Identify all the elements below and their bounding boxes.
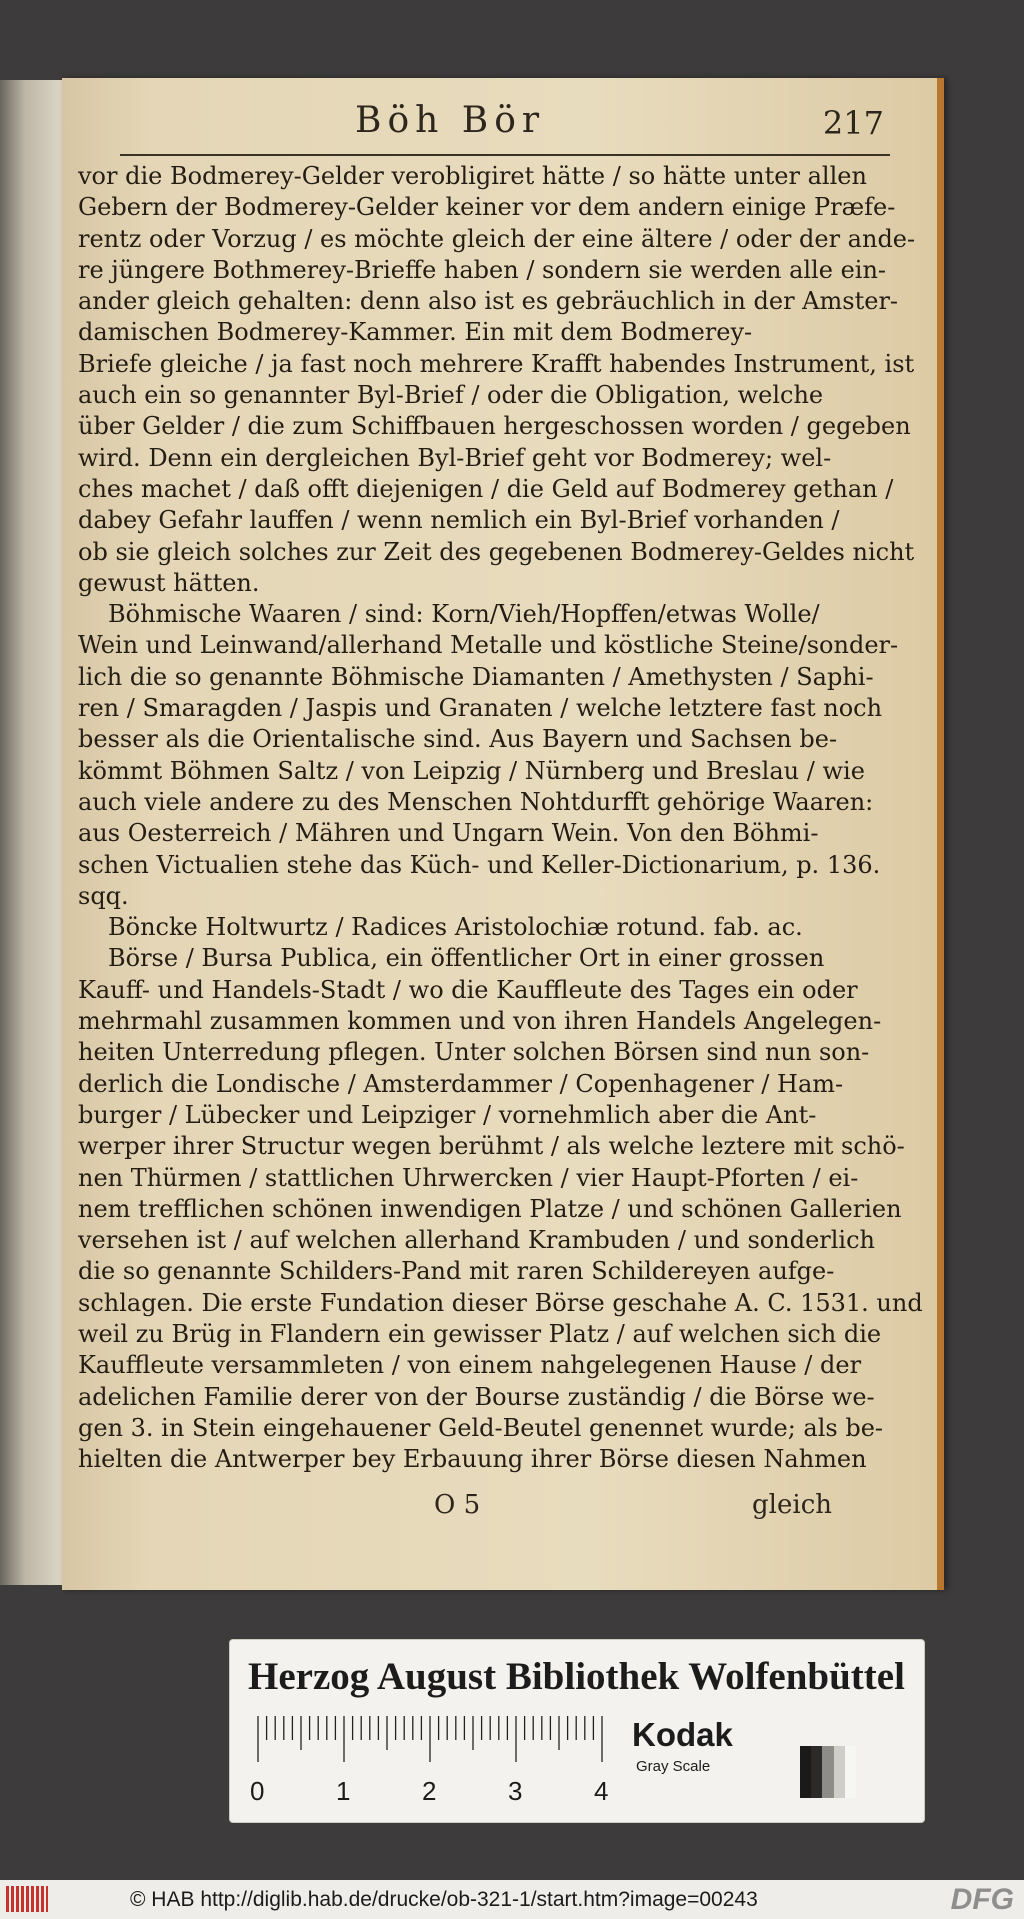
text-line: Kauffleute versammleten / von einem nahgelegenen Hause / der xyxy=(78,1351,862,1380)
ruler-number: 2 xyxy=(422,1776,437,1806)
text-line: hielten die Antwerper bey Erbauung ihrer Börse diesen Nahmen xyxy=(78,1445,867,1474)
text-line: ander gleich gehalten: denn also ist es gebräuchlich in der Amster- xyxy=(78,287,899,316)
text-line: dabey Gefahr lauffen / wenn nemlich ein Byl-Brief vorhanden / xyxy=(78,506,840,535)
text-line: Kauff- und Handels-Stadt / wo die Kauffleute des Tages ein oder xyxy=(78,975,858,1004)
text-line: schlagen. Die erste Fundation dieser Börse geschahe A. C. 1531. und xyxy=(78,1288,923,1317)
text-line: über Gelder / die zum Schiffbauen hergeschossen worden / gegeben xyxy=(78,412,911,441)
page-text xyxy=(78,161,923,1475)
kodak-gray-scale xyxy=(632,1716,862,1808)
grayscale-patches xyxy=(800,1746,856,1798)
book-page xyxy=(62,78,944,1590)
measurement-ruler xyxy=(250,1716,624,1808)
text-line: lich die so genannte Böhmische Diamanten / Amethysten / Saphi- xyxy=(78,662,874,691)
text-line: versehen ist / auf welchen allerhand Krambuden / und sonderlich xyxy=(78,1226,875,1255)
running-head: Böh Bör xyxy=(355,100,546,141)
text-line: sqq. xyxy=(78,881,129,910)
catchword: gleich xyxy=(752,1490,832,1520)
text-line: schen Victualien stehe das Küch- und Keller-Dictionarium, p. 136. xyxy=(78,850,881,879)
library-name: Herzog August Bibliothek Wolfenbüttel xyxy=(248,1655,905,1698)
text-line: werper ihrer Structur wegen berühmt / als welche leztere mit schö- xyxy=(78,1132,905,1161)
text-line: Böhmische Waaren / sind: Korn/Vieh/Hopffen/etwas Wolle/ xyxy=(108,600,820,629)
grayscale-patch xyxy=(845,1746,856,1798)
text-line: gewust hätten. xyxy=(78,568,260,597)
footer-citation: © HAB http://diglib.hab.de/drucke/ob-321-1/start.htm?image=00243 xyxy=(130,1888,758,1911)
dfg-logo: DFG xyxy=(950,1883,1014,1916)
text-line: ren / Smaragden / Jaspis und Granaten / welche letztere fast noch xyxy=(78,694,883,723)
text-line: Wein und Leinwand/allerhand Metalle und köstliche Steine/sonder- xyxy=(78,631,899,660)
ruler-scale xyxy=(250,1716,624,1808)
page-foot xyxy=(62,1490,944,1526)
text-line: ob sie gleich solches zur Zeit des gegebenen Bodmerey-Geldes nicht xyxy=(78,537,915,566)
text-line: aus Oesterreich / Mähren und Ungarn Wein. Von den Böhmi- xyxy=(78,819,819,848)
hab-logo-icon xyxy=(6,1886,48,1912)
ruler-number: 1 xyxy=(336,1776,351,1806)
text-line: heiten Unterredung pflegen. Unter solchen Börsen sind nun son- xyxy=(78,1038,870,1067)
ruler-number: 3 xyxy=(508,1776,523,1806)
text-line: die so genannte Schilders-Pand mit raren Schildereyen aufge- xyxy=(78,1257,835,1286)
text-line: gen 3. in Stein eingehauener Geld-Beutel genennet wurde; als be- xyxy=(78,1413,884,1442)
text-line: derlich die Londische / Amsterdammer / Copenhagener / Ham- xyxy=(78,1069,844,1098)
text-line: vor die Bodmerey-Gelder verobligiret hätte / so hätte unter allen xyxy=(78,162,867,190)
grayscale-patch xyxy=(800,1746,811,1798)
text-line: kömmt Böhmen Saltz / von Leipzig / Nürnberg und Breslau / wie xyxy=(78,756,865,785)
ruler-number: 0 xyxy=(250,1776,265,1806)
text-line: besser als die Orientalische sind. Aus Bayern und Sachsen be- xyxy=(78,725,838,754)
text-line: ches machet / daß offt diejenigen / die Geld auf Bodmerey gethan / xyxy=(78,474,894,503)
grayscale-patch xyxy=(822,1746,833,1798)
kodak-brand: Kodak xyxy=(632,1716,733,1753)
text-line: auch viele andere zu des Menschen Nohtdurfft gehörige Waaren: xyxy=(78,787,874,816)
text-line: adelichen Familie derer von der Bourse zuständig / die Börse we- xyxy=(78,1382,875,1411)
text-line: weil zu Brüg in Flandern ein gewisser Platz / auf welchen sich die xyxy=(78,1319,882,1348)
library-label-card xyxy=(230,1640,924,1822)
grayscale-patch xyxy=(811,1746,822,1798)
grayscale-patch xyxy=(834,1746,845,1798)
text-line: wird. Denn ein dergleichen Byl-Brief geht vor Bodmerey; wel- xyxy=(78,443,832,472)
page-number: 217 xyxy=(822,104,884,142)
text-line: Böncke Holtwurtz / Radices Aristolochiæ rotund. fab. ac. xyxy=(108,913,803,942)
ruler-number: 4 xyxy=(594,1776,609,1806)
text-line: burger / Lübecker und Leipziger / vornehmlich aber die Ant- xyxy=(78,1100,817,1129)
text-line: nem trefflichen schönen inwendigen Platze / und schönen Gallerien xyxy=(78,1194,902,1223)
footer-bar xyxy=(0,1880,1024,1919)
text-line: re jüngere Bothmerey-Brieffe haben / sondern sie werden alle ein- xyxy=(78,255,887,284)
text-line: damischen Bodmerey-Kammer. Ein mit dem Bodmerey- xyxy=(78,318,753,347)
text-line: Gebern der Bodmerey-Gelder keiner vor dem andern einige Præfe- xyxy=(78,193,896,222)
text-line: Briefe gleiche / ja fast noch mehrere Krafft habendes Instrument, ist xyxy=(78,349,915,378)
text-line: Börse / Bursa Publica, ein öffentlicher Ort in einer grossen xyxy=(108,944,825,973)
adjacent-page-edge xyxy=(0,80,62,1585)
header-rule xyxy=(120,154,890,156)
text-line: rentz oder Vorzug / es möchte gleich der eine ältere / oder der ande- xyxy=(78,224,916,253)
signature-mark: O 5 xyxy=(434,1490,481,1520)
text-line: auch ein so genannter Byl-Brief / oder die Obligation, welche xyxy=(78,381,824,410)
text-line: nen Thürmen / stattlichen Uhrwercken / vier Haupt-Pforten / ei- xyxy=(78,1163,859,1192)
text-line: mehrmahl zusammen kommen und von ihren Handels Angelegen- xyxy=(78,1007,882,1036)
kodak-subtitle: Gray Scale xyxy=(636,1758,711,1775)
